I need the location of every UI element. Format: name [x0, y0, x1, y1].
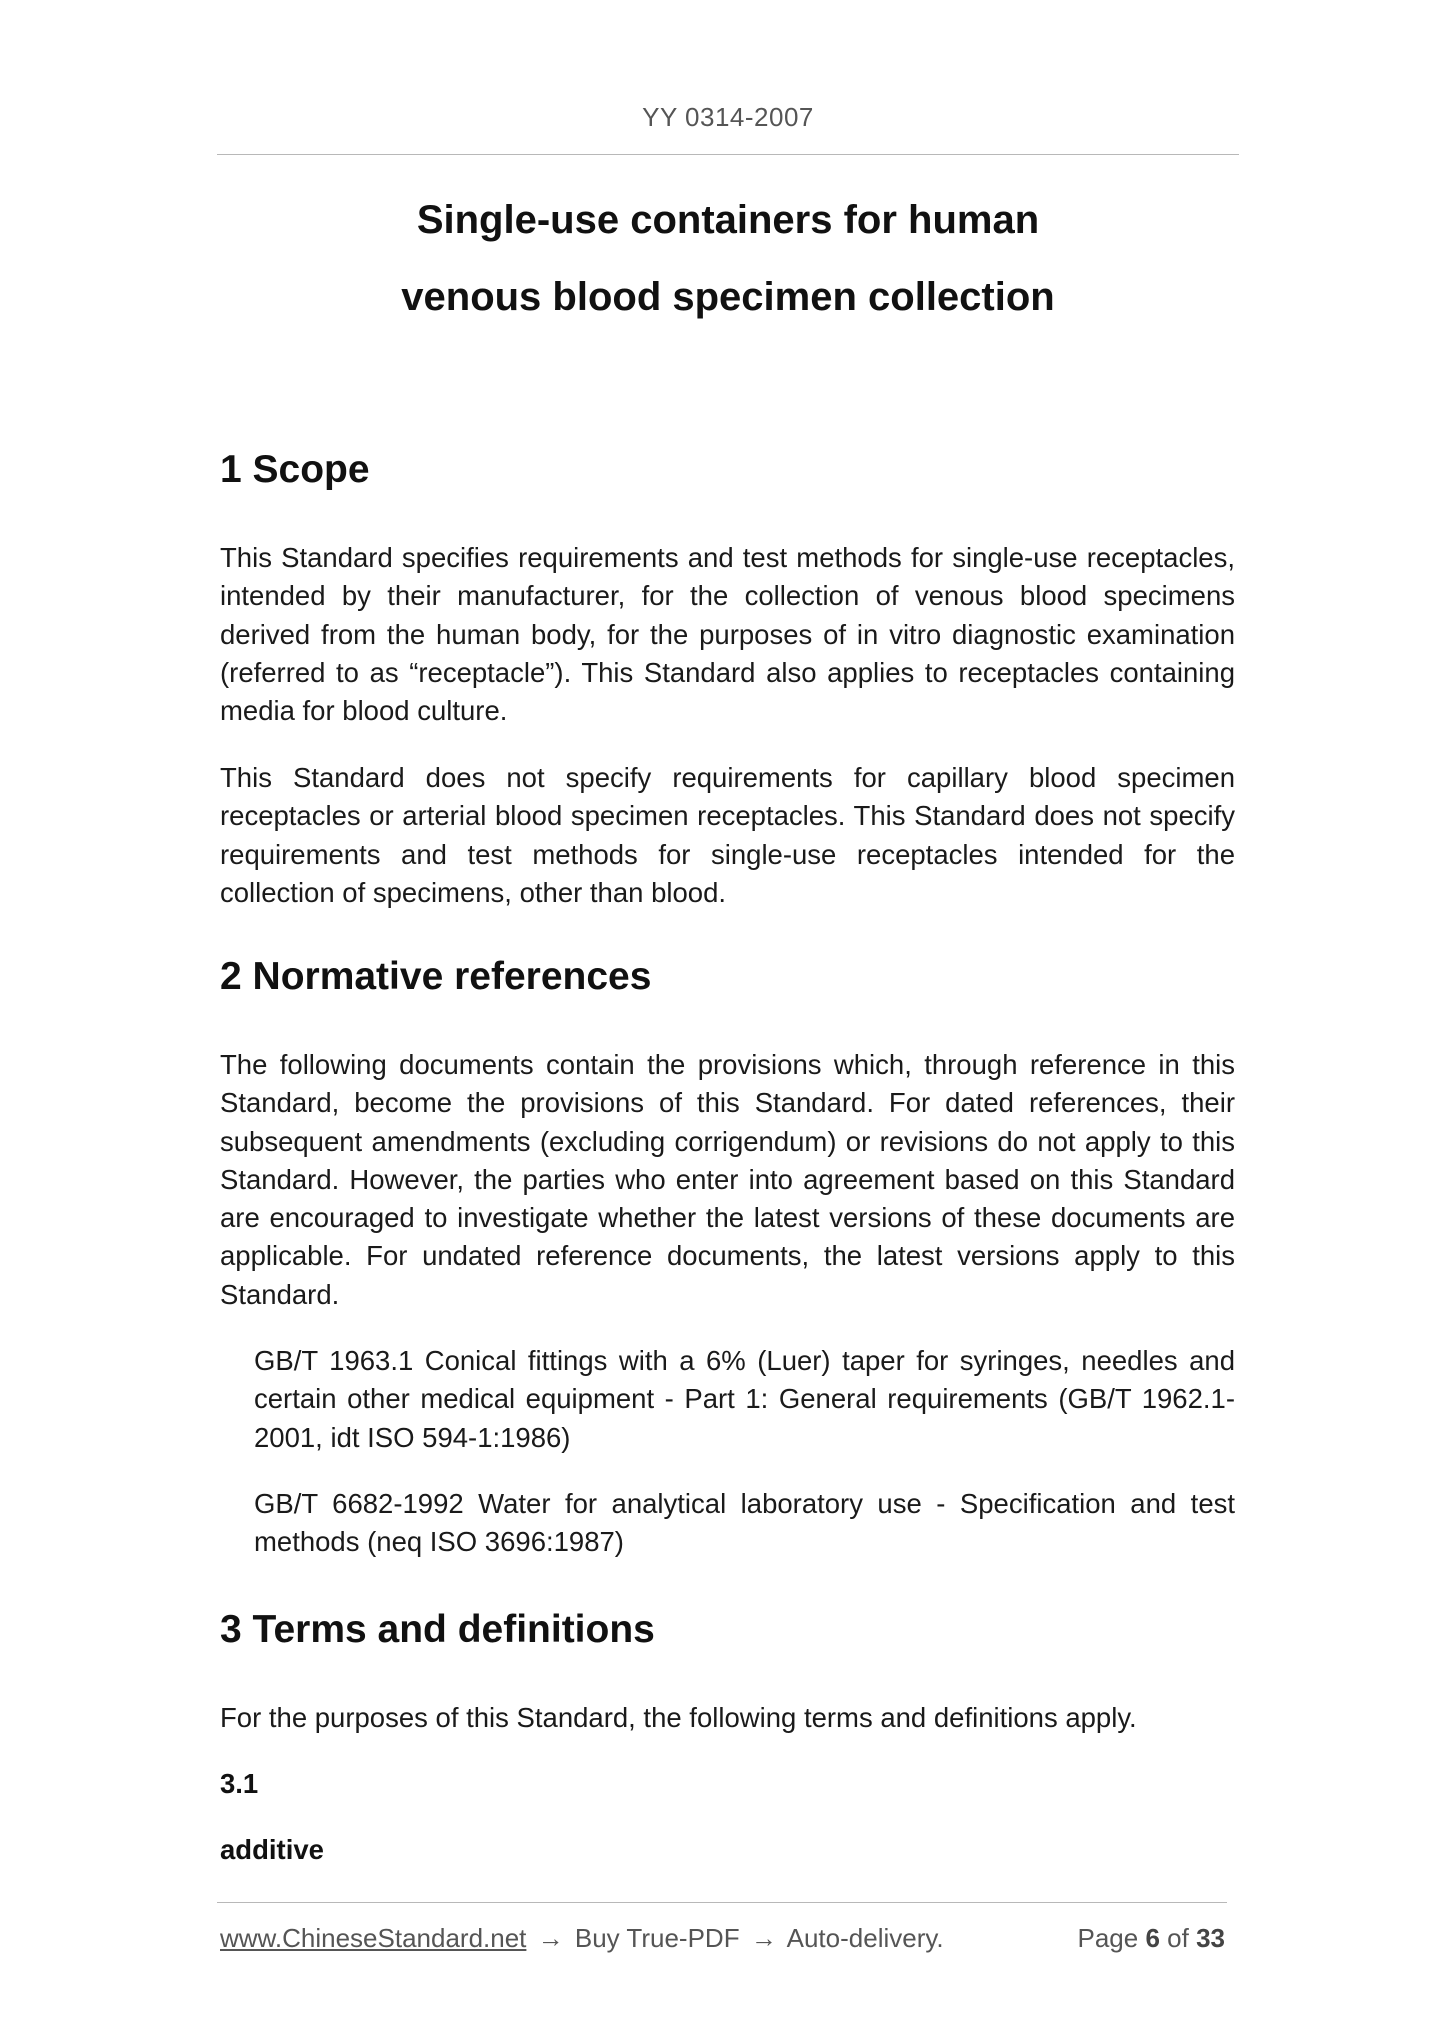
document-number-header: YY 0314-2007	[642, 102, 814, 132]
document-title-line-1: Single-use containers for human	[416, 198, 1040, 242]
header-divider	[217, 154, 1239, 155]
total-page-count: 33	[1196, 1923, 1225, 1953]
reference-item: GB/T 6682-1992 Water for analytical laboratory use - Specification and test methods (neq ISO 3696:1987)	[254, 1488, 1235, 1558]
page-label: Page	[1077, 1923, 1139, 1953]
page-footer	[220, 1923, 1225, 1954]
page-indicator	[1077, 1923, 1225, 1954]
footer-divider	[217, 1902, 1227, 1903]
arrow-right-icon: →	[537, 1923, 564, 1953]
normative-paragraph-1: The following documents contain the provisions which, through reference in this Standard, become the provisions of this Standard. For dated references, their subsequent amendments (excluding corrigendum) or revisions do not apply to this Standard. However, the parties who enter into agreement based on this Standard are encouraged to investigate whether the latest versions of these documents are applicable. For undated reference documents, the latest versions apply to this Standard.	[220, 1049, 1235, 1310]
section-heading-terms-definitions: 3 Terms and definitions	[220, 1608, 655, 1651]
terms-paragraph-1: For the purposes of this Standard, the following terms and definitions apply.	[220, 1702, 1137, 1733]
scope-paragraph-1: This Standard specifies requirements and test methods for single-use receptacles, intended by their manufacturer, for the collection of venous blood specimens derived from the human body, for the purposes of in vitro diagnostic examination (referred to as “receptacle”). This Standard also applies to receptacles containing media for blood culture.	[220, 542, 1235, 727]
auto-delivery-text: Auto-delivery.	[786, 1923, 944, 1953]
reference-item: GB/T 1963.1 Conical fittings with a 6% (Luer) taper for syringes, needles and certain other medical equipment - Part 1: General requirements (GB/T 1962.1-2001, idt ISO 594-1:1986)	[254, 1345, 1235, 1453]
current-page-number: 6	[1145, 1923, 1160, 1953]
term-word: additive	[220, 1834, 324, 1865]
buy-true-pdf-text: Buy True-PDF	[574, 1923, 740, 1953]
section-heading-normative-references: 2 Normative references	[220, 955, 652, 998]
document-title-line-2: venous blood specimen collection	[401, 275, 1055, 319]
scope-paragraph-2: This Standard does not specify requirements for capillary blood specimen receptacles or arterial blood specimen receptacles. This Standard does not specify requirements and test methods for single-use receptacles intended for the collection of specimens, other than blood.	[220, 762, 1235, 908]
arrow-right-icon: →	[750, 1923, 777, 1953]
term-number: 3.1	[220, 1768, 259, 1799]
section-heading-scope: 1 Scope	[220, 448, 370, 491]
chinesestandard-link[interactable]: www.ChineseStandard.net	[220, 1923, 527, 1953]
page-of-label: of	[1167, 1923, 1189, 1953]
